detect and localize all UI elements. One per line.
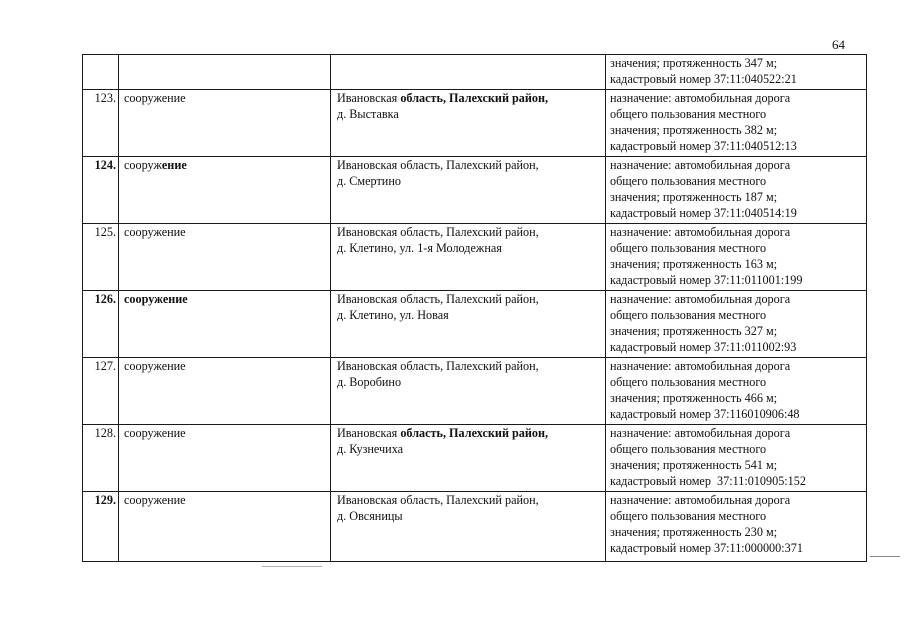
type-text: сооруж [124,158,162,172]
description-line: кадастровый номер 37:11:040512:13 [610,139,797,153]
address-region: Ивановская область, Палехский район, [337,493,539,507]
address-region: Ивановская область, Палехский район, [337,158,539,172]
description-line: значения; протяженность 466 м; [610,391,778,405]
cell-address [331,90,606,157]
cell-description [606,224,867,291]
address-line [337,90,602,106]
cell-number: 127. [83,358,119,425]
type-text-bold: ение [161,158,187,172]
cell-description [606,492,867,562]
cell-number: 129. [83,492,119,562]
cell-number: 123. [83,90,119,157]
cell-address [331,492,606,562]
description-line: кадастровый номер 37:11:011001:199 [610,273,803,287]
table-row [83,492,867,562]
address-locality: д. Смертино [337,174,401,188]
address-locality: д. Клетино, ул. Новая [337,308,449,322]
cell-number: 126. [83,291,119,358]
address-locality: д. Клетино, ул. 1-я Молодежная [337,241,502,255]
description-line: значения; протяженность 187 м; [610,190,778,204]
description-line: кадастровый номер 37:11:040522:21 [610,72,797,86]
description-line: назначение: автомобильная дорога [610,91,791,105]
address-locality: д. Овсяницы [337,509,403,523]
address-region: Ивановская область, Палехский район, [337,359,539,373]
cell-description [606,358,867,425]
address-line [337,425,602,441]
table-row [83,291,867,358]
description-line: значения; протяженность 327 м; [610,324,778,338]
description-line: кадастровый номер 37:11:010905:152 [610,474,806,488]
table-row [83,425,867,492]
description-line: назначение: автомобильная дорога [610,225,791,239]
cell-description [606,55,867,90]
cell-address [331,425,606,492]
address-locality: д. Воробино [337,375,402,389]
cell-address [331,291,606,358]
cell-number [83,55,119,90]
description-line: общего пользования местного [610,442,767,456]
cell-address [331,224,606,291]
cell-type: сооружение [119,425,331,492]
description-line: значения; протяженность 541 м; [610,458,778,472]
registry-table [82,54,867,562]
cell-address [331,157,606,224]
description-line: общего пользования местного [610,174,767,188]
address-region-bold: область, Палехский район, [400,426,549,440]
cell-description [606,291,867,358]
cell-address [331,55,606,90]
description-line: общего пользования местного [610,308,767,322]
description-line: кадастровый номер 37:11:040514:19 [610,206,797,220]
description-line: назначение: автомобильная дорога [610,158,791,172]
description-line: общего пользования местного [610,509,767,523]
address-region-bold: область, Палехский район, [400,91,549,105]
page-number: 64 [832,37,845,52]
cell-number: 125. [83,224,119,291]
cell-description [606,157,867,224]
cell-type [119,157,331,224]
description-line: значения; протяженность 382 м; [610,123,778,137]
table-row [83,224,867,291]
description-line: общего пользования местного [610,375,767,389]
description-line: общего пользования местного [610,241,767,255]
description-line: назначение: автомобильная дорога [610,292,791,306]
table-row [83,157,867,224]
cell-address [331,358,606,425]
address-region: Ивановская область, Палехский район, [337,225,539,239]
table-row [83,358,867,425]
address-locality: д. Выставка [337,107,399,121]
cell-type: сооружение [119,492,331,562]
cell-type: сооружение [119,90,331,157]
description-line: назначение: автомобильная дорога [610,426,791,440]
description-line: значения; протяженность 230 м; [610,525,778,539]
description-line: назначение: автомобильная дорога [610,493,791,507]
address-region: Ивановская область, Палехский район, [337,292,539,306]
description-line: значения; протяженность 163 м; [610,257,778,271]
cell-type: сооружение [119,291,331,358]
description-line: общего пользования местного [610,107,767,121]
description-line: кадастровый номер 37:11:011002:93 [610,340,797,354]
description-line: значения; протяженность 347 м; [610,56,778,70]
cell-type: сооружение [119,358,331,425]
table-row-continuation [83,55,867,90]
cell-type: сооружение [119,224,331,291]
cell-type [119,55,331,90]
cell-number: 128. [83,425,119,492]
description-line: кадастровый номер 37:11:000000:371 [610,541,803,555]
scan-artifact [870,556,900,557]
cell-description [606,425,867,492]
address-locality: д. Кузнечиха [337,442,404,456]
address-region: Ивановская [337,426,401,440]
cell-number: 124. [83,157,119,224]
cell-description [606,90,867,157]
description-line: назначение: автомобильная дорога [610,359,791,373]
table-row [83,90,867,157]
description-line: кадастровый номер 37:116010906:48 [610,407,800,421]
scan-artifact [262,566,322,567]
address-region: Ивановская [337,91,401,105]
